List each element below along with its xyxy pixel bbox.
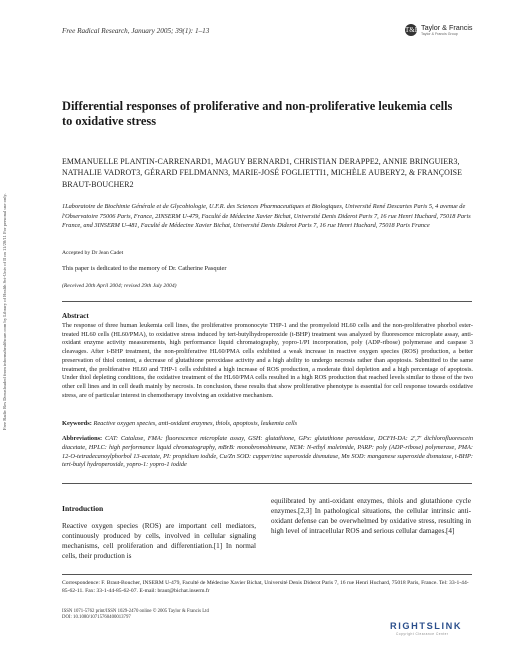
rightslink-logo[interactable]: RIGHTSLINK <box>390 621 463 631</box>
rightslink-subtitle: Copyright Clearance Center <box>396 632 449 636</box>
divider <box>62 483 472 484</box>
section-heading-introduction: Introduction <box>62 504 104 513</box>
accepted-by: Accepted by Dr Jean Cadet <box>62 250 124 256</box>
abbreviations-label: Abbreviations: <box>62 435 103 442</box>
publisher-logo-icon: T&F <box>405 26 419 34</box>
dedication: This paper is dedicated to the memory of Dr. Catherine Pasquier <box>62 265 227 272</box>
introduction-column-1: Reactive oxygen species (ROS) are important cell mediators, continuously produced by cells, involved in cellular signaling mechanisms, cell proliferation and differentiation.[1] In normal cells, their production is <box>62 522 256 561</box>
footnote-divider <box>62 574 472 575</box>
download-sidebar <box>2 193 16 430</box>
publisher-name: Taylor & Francis <box>421 23 473 32</box>
doi-line: DOI: 10.1080/10715760400013797 <box>62 615 131 621</box>
download-note: Free Radic Res Downloaded from informahealthcare.com by Library of Health Sci-Univ of Il on 11/28/11 For personal use only. <box>2 193 7 430</box>
issn-line: ISSN 1071-5762 print/ISSN 1029-2470 online © 2005 Taylor & Francis Ltd <box>62 609 209 614</box>
issn-block <box>62 609 362 622</box>
abstract-heading: Abstract <box>62 312 89 320</box>
affiliations: 1Laboratoire de Biochimie Générale et de Glycobiologie, U.F.R. des Sciences Pharmaceutiques et Biologiques, Université René Descartes Paris 5, 4 avenue de l'Observatoire 75006 Paris, France, 2INSERM U-479, Faculté de Médecine Xavier Bichat, Université Denis Diderot Paris 7, 16 rue Henri Huchard, 75018 Paris France, and 3INSERM U-481, Faculté de Médecine Xavier Bichat, Université Denis Diderot Paris 7, 16 rue Henri Huchard, 75018 Paris France <box>62 203 471 230</box>
publisher-logo <box>405 22 485 44</box>
abbreviations-text: CAT: Catalase, FMA: fluorescence microplate assay, GSH: glutathione, GPx: glutathione peroxidase, DCFH-DA: 2′,7′ dichlorofluorescein diacetate, HPLC: high performance liquid chromatography, mBrB: monobromobimane, NEM: N-ethyl maleimide, PARP: poly (ADP-ribose) polymerase, PMA: 12-O-tetradecanoylphorbol 13-acetate, PI: propidium iodide, Cu/Zn SOD: cupper/zinc superoxide dismutase, Mn SOD: manganese superoxide dismutase, t-BHP: tert-butyl hydroperoxide, yopro-1: yopro-1 iodide <box>62 435 473 469</box>
correspondence-note: Correspondence: F. Braut-Boucher, INSERM U-479, Faculté de Médecine Xavier Bichat, Université Denis Diderot Paris 7, 16 rue Henri Huchard, 75018 Paris, France. Tel: 33-1-44-85-62-11. Fax: 33-1-44-85-62-07. E-mail: braut@bichat.inserm.fr <box>62 580 469 595</box>
journal-citation: Free Radical Research, January 2005; 39(1): 1–13 <box>62 27 210 35</box>
received-dates: (Received 20th April 2004; revised 29th July 2004) <box>62 283 177 289</box>
abbreviations <box>62 435 473 470</box>
keywords-label: Keywords: <box>62 420 92 427</box>
article-title: Differential responses of proliferative and non-proliferative leukemia cells to oxidative stress <box>62 99 453 128</box>
abstract-body: The response of three human leukemia cell lines, the proliferative promonocyte THP-1 and the promyeloid HL60 cells and the non-proliferative phorbol ester-treated HL60 cells (HL60/PMA), to oxidative stress induced by tert-butylhydroperoxide (t-BHP) treatment was analyzed by fluorescence microplate assay, anti-oxidant enzyme activity measurements, high performance liquid chromatography, yopro-1/PI incorporation, poly (ADP-ribose) polymerase and caspase 3 cleavages. After t-BHP treatment, the non-proliferative HL60/PMA cells exhibited a weak increase in reactive oxygen species (ROS) production, a better preservation of thiol content, a decrease of glutathione peroxidase activity and a high ability to undergo necrosis rather than apoptosis. Submitted to the same treatment, the proliferative HL60 and THP-1 cells exhibited a high increase of ROS production, a moderate thiol depletion and a high percentage of apoptosis. Under thiol depleting conditions, the oxidative treatment of the HL60/PMA cells resulted in a high ROS production that reached levels similar to those of the two other cell lines and in cell death mainly by necrosis. In conclusion, these results that show proliferative phenotype is essential for cell response towards oxidative stress, are of particular interest in chemotherapy involving an oxidative mechanism. <box>62 322 473 399</box>
publisher-subtitle: Taylor & Francis Group <box>421 32 458 36</box>
keywords-text: Reactive oxygen species, anti-oxidant enzymes, thiols, apoptosis, leukemia cells <box>93 420 298 427</box>
keywords <box>62 419 473 428</box>
author-list: EMMANUELLE PLANTIN-CARRENARD1, MAGUY BERNARD1, CHRISTIAN DERAPPE2, ANNIE BRINGUIER3, NATHALIE VADROT3, GÉRARD FELDMANN3, MARIE-JOSÉ FOGLIETTI1, MICHÈLE AUBERY2, & FRANÇOISE BRAUT-BOUCHER2 <box>62 157 463 189</box>
divider <box>62 301 472 302</box>
introduction-column-2: equilibrated by anti-oxidant enzymes, thiols and glutathione cycle enzymes.[2,3] In pathological situations, the cellular intrinsic anti-oxidant defense can be overwhelmed by oxidative stress, resulting in high level of intracellular ROS and serious cellular damages.[4] <box>271 497 471 536</box>
